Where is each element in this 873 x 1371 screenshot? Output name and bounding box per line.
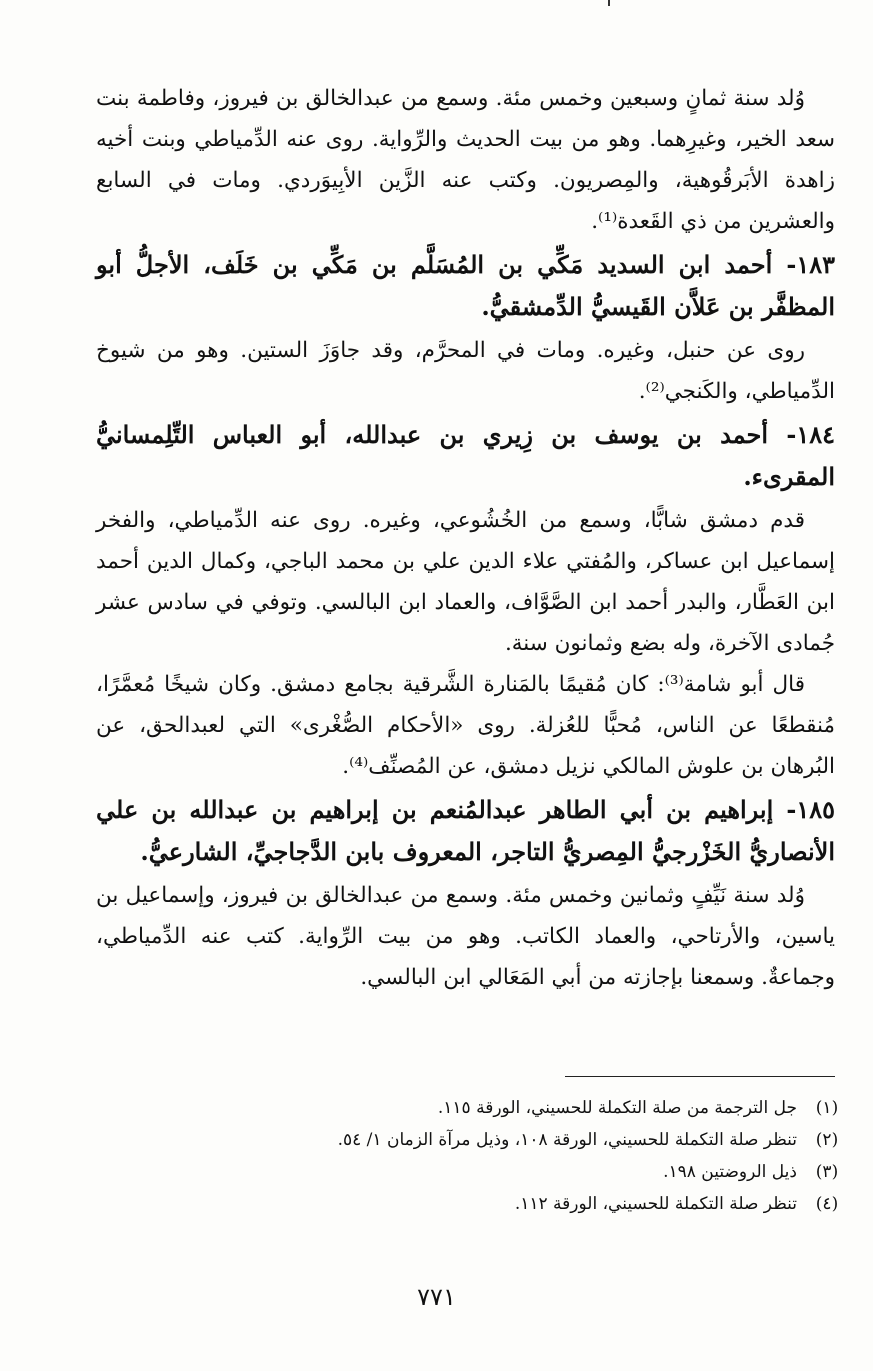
entry-heading-184: ١٨٤- أحمد بن يوسف بن زِيري بن عبدالله، أبو العباس التِّلِمسانيُّ المقرىء. — [96, 420, 835, 491]
footnote-text: تنظر صلة التكملة للحسيني، الورقة ١٠٨، وذيل مرآة الزمان ١/ ٥٤. — [337, 1130, 797, 1150]
footnote-item — [200, 1156, 847, 1188]
biography-paragraph: قال أبو شامة⁽³⁾: كان مُقيمًا بالمَنارة الشَّرقية بجامع دمشق. وكان شيخًا مُعمَّرًا، مُنقطعًا عن الناس، مُحبًّا للعُزلة. روى «الأحكام الصُّغْرى» التي لعبدالحق، عن البُرهان بن علوش المالكي نزيل دمشق، عن المُصنِّف⁽⁴⁾. — [96, 672, 835, 779]
biography-paragraph: وُلد سنة ثمانٍ وسبعين وخمس مئة. وسمع من عبدالخالق بن فيروز، وفاطمة بنت سعد الخير، وغيرِهما. وهو من بيت الحديث والرِّواية. روى عنه الدِّمياطي وبنت أخيه زاهدة الأبَرقُوهية، والمِصريون. وكتب عنه الزَّين الأبِيوَردي. ومات في السابع والعشرين من ذي القَعدة⁽¹⁾. — [96, 86, 835, 234]
footnotes — [200, 1092, 847, 1220]
footnote-number: (٢) — [815, 1130, 839, 1150]
footnote-item — [200, 1188, 847, 1220]
footnote-number: (٤) — [815, 1194, 839, 1214]
page-number: ٧٧١ — [417, 1283, 456, 1311]
biography-paragraph: قدم دمشق شابًّا، وسمع من الخُشُوعي، وغيره. روى عنه الدِّمياطي، والفخر إسماعيل ابن عساكر، والمُفتي علاء الدين علي بن محمد الباجي، وكمال الدين أحمد ابن العَطَّار، والبدر أحمد ابن الصَّوَّاف، والعماد ابن البالسي. وتوفي في سادس عشر جُمادى الآخرة، وله بضع وثمانون سنة. — [96, 508, 835, 656]
main-text — [96, 78, 835, 998]
entry-heading-183: ١٨٣- أحمد ابن السديد مَكِّي بن المُسَلَّم بن مَكِّي بن خَلَف، الأجلُّ أبو المظفَّر بن عَلاَّن القَيسيُّ الدِّمشقيُّ. — [96, 250, 835, 321]
footnote-text: جل الترجمة من صلة التكملة للحسيني، الورقة ١١٥. — [437, 1098, 797, 1118]
scan-mark — [608, 0, 610, 6]
footnote-item — [200, 1124, 847, 1156]
biography-paragraph: روى عن حنبل، وغيره. ومات في المحرَّم، وقد جاوَزَ الستين. وهو من شيوخ الدِّمياطي، والكَنجي⁽²⁾. — [96, 338, 835, 404]
footnote-divider — [565, 1076, 835, 1077]
footnote-text: تنظر صلة التكملة للحسيني، الورقة ١١٢. — [514, 1194, 797, 1214]
footnote-item — [200, 1092, 847, 1124]
footnote-text: ذيل الروضتين ١٩٨. — [663, 1162, 797, 1182]
footnote-number: (٣) — [815, 1162, 839, 1182]
footnote-number: (١) — [815, 1098, 839, 1118]
entry-heading-185: ١٨٥- إبراهيم بن أبي الطاهر عبدالمُنعم بن إبراهيم بن عبدالله بن علي الأنصاريُّ الخَزْرجيُّ المِصريُّ التاجر، المعروف بابن الدَّجاجيِّ، الشارعيُّ. — [96, 795, 835, 866]
biography-paragraph: وُلد سنة نَيِّفٍ وثمانين وخمس مئة. وسمع من عبدالخالق بن فيروز، وإسماعيل بن ياسين، والأرتاحي، والعماد الكاتب. وهو من بيت الرِّواية. كتب عنه الدِّمياطي، وجماعةٌ. وسمعنا بإجازته من أبي المَعَالي ابن البالسي. — [96, 883, 835, 990]
